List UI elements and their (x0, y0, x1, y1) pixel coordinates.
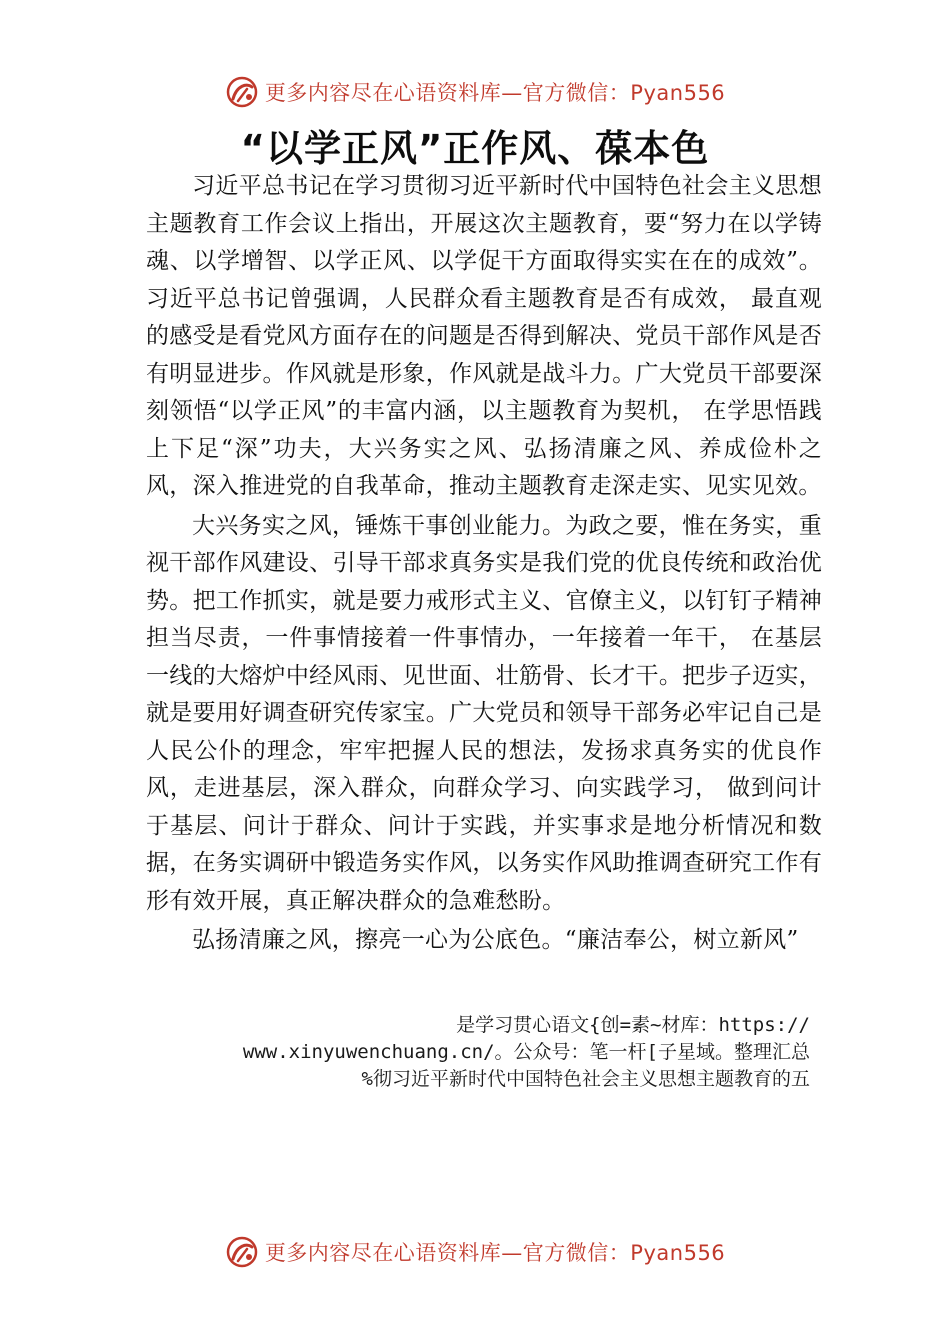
document-title: “以学正风”正作风、葆本色 (240, 127, 710, 170)
paragraph-1: 习近平总书记在学习贯彻习近平新时代中国特色社会主义思想主题教育工作会议上指出，开展这次主题教育，要“努力在以学铸魂、以学增智、以学正风、以学促干方面取得实实在在的成效”。习近平总书记曾强调，人民群众看主题教育是否有成效， 最直观的感受是看党风方面存在的问题是否得到解决、党员干部作风是否有明显进步。作风就是形象，作风就是战斗力。广大党员干部要深刻领悟“以学正风”的丰富内涵，以主题教育为契机， 在学思悟践上下足“深”功夫，大兴务实之风、弘扬清廉之风、养成俭朴之风，深入推进党的自我革命，推动主题教育走深走实、见实见效。 (146, 173, 822, 499)
footer-line-1: 是学习贯心语文{创=素~材库：https:// (456, 1014, 810, 1036)
paragraph-2: 大兴务实之风，锤炼干事创业能力。为政之要，惟在务实，重视干部作风建设、引导干部求真务实是我们党的优良传统和政治优势。把工作抓实，就是要力戒形式主义、官僚主义，以钉钉子精神担当尽责，一件事情接着一件事情办，一年接着一年干， 在基层一线的大熔炉中经风雨、见世面、壮筋骨、长才干。把步子迈实，就是要用好调查研究传家宝。广大党员和领导干部务必牢记自己是人民公仆的理念，牢牢把握人民的想法，发扬求真务实的优良作风，走进基层，深入群众，向群众学习、向实践学习， 做到问计于基层、问计于群众、问计于实践，并实事求是地分析情况和数据，在务实调研中锻造务实作风，以务实作风助推调查研究工作有形有效开展，真正解决群众的急难愁盼。 (146, 512, 822, 914)
source-footer-text (146, 1012, 810, 1093)
banner-text: 更多内容尽在心语资料库—官方微信：Pyan556 (264, 1241, 726, 1265)
footer-line-2: www.xinyuwenchuang.cn/。公众号：笔一杆[子星域。整理汇总 (242, 1041, 810, 1063)
footer-banner (0, 1232, 950, 1272)
paragraph-3: 弘扬清廉之风，擦亮一心为公底色。“廉洁奉公，树立新风” (192, 927, 799, 953)
banner-text: 更多内容尽在心语资料库—官方微信：Pyan556 (264, 81, 726, 105)
header-banner (0, 72, 950, 112)
seal-logo-icon (225, 1235, 259, 1269)
footer-line-3: %彻习近平新时代中国特色社会主义思想主题教育的五 (361, 1068, 810, 1090)
document-body (146, 168, 822, 960)
seal-logo-icon (225, 75, 259, 109)
